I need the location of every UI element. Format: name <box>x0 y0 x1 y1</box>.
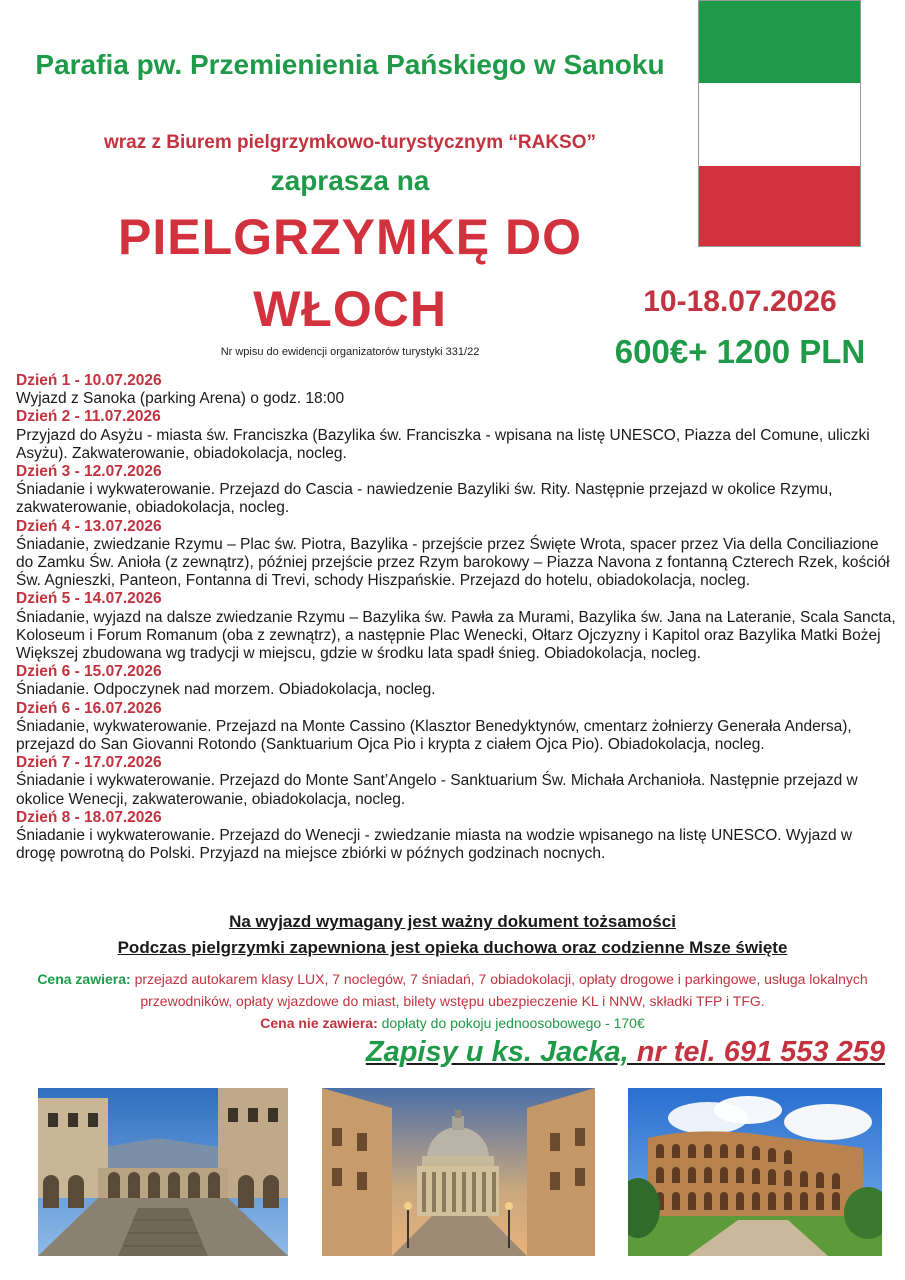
day-heading: Dzień 5 - 14.07.2026 <box>16 590 162 608</box>
itinerary-day <box>16 809 896 864</box>
excludes-text: dopłaty do pokoju jednoosobowego - 170€ <box>377 1015 645 1031</box>
trip-dates: 10-18.07.2026 <box>643 285 837 318</box>
day-text: Wyjazd z Sanoka (parking Arena) o godz. 18:00 <box>16 390 345 408</box>
registration-number: Nr wpisu do ewidencji organizatorów turystyki 331/22 <box>220 346 480 358</box>
includes-label: Cena zawiera: <box>37 971 131 987</box>
day-text: Śniadanie, zwiedzanie Rzymu – Plac św. Piotra, Bazylika - przejście przez Święte Wrota, spacer przez Via della Conciliazione do Zamku Św. Anioła (z zewnątrz), później przejście przez Rzym barokowy – Piazza Navona z fontanną Czterech Rzek, kościół Św. Agnieszki, Panteon, Fontanna di Trevi, schody Hiszpańskie. Przejazd do hotelu, obiadokolacja, nocleg. <box>16 535 890 590</box>
itinerary-day <box>16 518 896 591</box>
day-text: Śniadanie i wykwaterowanie. Przejazd do Wenecji - zwiedzanie miasta na wodzie wpisanego na listę UNESCO. Wyjazd w drogę powrotną do Polski. Przyjazd na miejsce zbiórki w późnych godzinach nocnych. <box>16 827 853 863</box>
day-heading: Dzień 4 - 13.07.2026 <box>16 517 162 535</box>
main-title-line2: WŁOCH <box>253 281 447 337</box>
day-heading: Dzień 1 - 10.07.2026 <box>16 372 162 389</box>
day-text: Śniadanie. Odpoczynek nad morzem. Obiadokolacja, nocleg. <box>16 681 436 699</box>
itinerary-day <box>16 372 896 408</box>
day-text: Śniadanie i wykwaterowanie. Przejazd do Monte Sant’Angelo - Sanktuarium Św. Michała Archanioła. Następnie przejazd w okolice Wenecji, zakwaterowanie, obiadokolacja, nocleg. <box>16 772 858 808</box>
colosseum-photo <box>628 1088 882 1256</box>
signup-phone[interactable]: nr tel. 691 553 259 <box>628 1036 885 1068</box>
day-heading: Dzień 7 - 17.07.2026 <box>16 754 162 772</box>
itinerary-day <box>16 408 896 463</box>
spiritual-care-note: Podczas pielgrzymki zapewniona jest opieka duchowa oraz codzienne Msze święte <box>117 938 788 957</box>
itinerary-day <box>16 663 896 699</box>
trip-price: 600€+ 1200 PLN <box>614 333 866 370</box>
itinerary <box>16 372 896 863</box>
flag-green-stripe <box>699 1 860 83</box>
invites-line: zaprasza na <box>270 165 430 196</box>
st-peters-basilica-photo <box>322 1088 595 1256</box>
itinerary-day <box>16 754 896 809</box>
itinerary-day <box>16 590 896 663</box>
day-heading: Dzień 6 - 16.07.2026 <box>16 699 162 717</box>
signup-contact <box>300 1036 885 1069</box>
day-heading: Dzień 2 - 11.07.2026 <box>16 408 161 426</box>
italian-flag <box>698 0 861 247</box>
price-includes <box>20 968 885 1012</box>
day-text: Przyjazd do Asyżu - miasta św. Franciszka (Bazylika św. Franciszka - wpisana na listę UNESCO, Piazza del Comune, uliczki Asyżu). Zakwaterowanie, obiadokolacja, nocleg. <box>16 426 870 462</box>
day-text: Śniadanie, wyjazd na dalsze zwiedzanie Rzymu – Bazylika św. Pawła za Murami, Bazylika św. Jana na Lateranie, Scala Sancta, Koloseum i Forum Romanum (oba z zewnątrz), a następnie Plac Wenecki, Ołtarz Ojczyzny i Kapitol oraz Bazylika Matki Bożej Większej zbudowana wg tradycji w miejscu, gdzie w środku lata spadł śnieg. Obiadokolacja, nocleg. <box>16 608 896 663</box>
price-excludes <box>20 1012 885 1034</box>
flag-white-stripe <box>699 83 860 166</box>
day-heading: Dzień 6 - 15.07.2026 <box>16 663 162 681</box>
day-heading: Dzień 3 - 12.07.2026 <box>16 463 162 481</box>
signup-name: Zapisy u ks. Jacka, <box>365 1036 629 1068</box>
itinerary-day <box>16 463 896 518</box>
flag-red-stripe <box>699 166 860 246</box>
id-document-requirement: Na wyjazd wymagany jest ważny dokument tożsamości <box>229 912 676 931</box>
includes-text: przejazd autokarem klasy LUX, 7 noclegów, 7 śniadań, 7 obiadokolacji, opłaty drogowe i parkingowe, usługa lokalnych przewodników, opłaty wjazdowe do miast, bilety wstępu ubezpieczenie KL i NNW, składki TFP i TFG. <box>130 971 868 1009</box>
day-heading: Dzień 8 - 18.07.2026 <box>16 808 162 826</box>
monte-cassino-photo <box>38 1088 288 1256</box>
organizer-title: Parafia pw. Przemienienia Pańskiego w Sanoku <box>35 49 665 80</box>
day-text: Śniadanie, wykwaterowanie. Przejazd na Monte Cassino (Klasztor Benedyktynów, cmentarz żołnierzy Generała Andersa), przejazd do San Giovanni Rotondo (Sanktuarium Ojca Pio i krypta z ciałem Ojca Pio). Obiadokolacja, nocleg. <box>16 717 852 754</box>
main-title-line1: PIELGRZYMKĘ DO <box>117 209 583 265</box>
excludes-label: Cena nie zawiera: <box>260 1015 378 1031</box>
day-text: Śniadanie i wykwaterowanie. Przejazd do Cascia - nawiedzenie Bazyliki św. Rity. Następnie przejazd w okolice Rzymu, zakwaterowanie, obiadokolacja, nocleg. <box>16 481 833 517</box>
itinerary-day <box>16 700 896 755</box>
agency-line: wraz z Biurem pielgrzymkowo-turystycznym “RAKSO” <box>104 132 596 153</box>
